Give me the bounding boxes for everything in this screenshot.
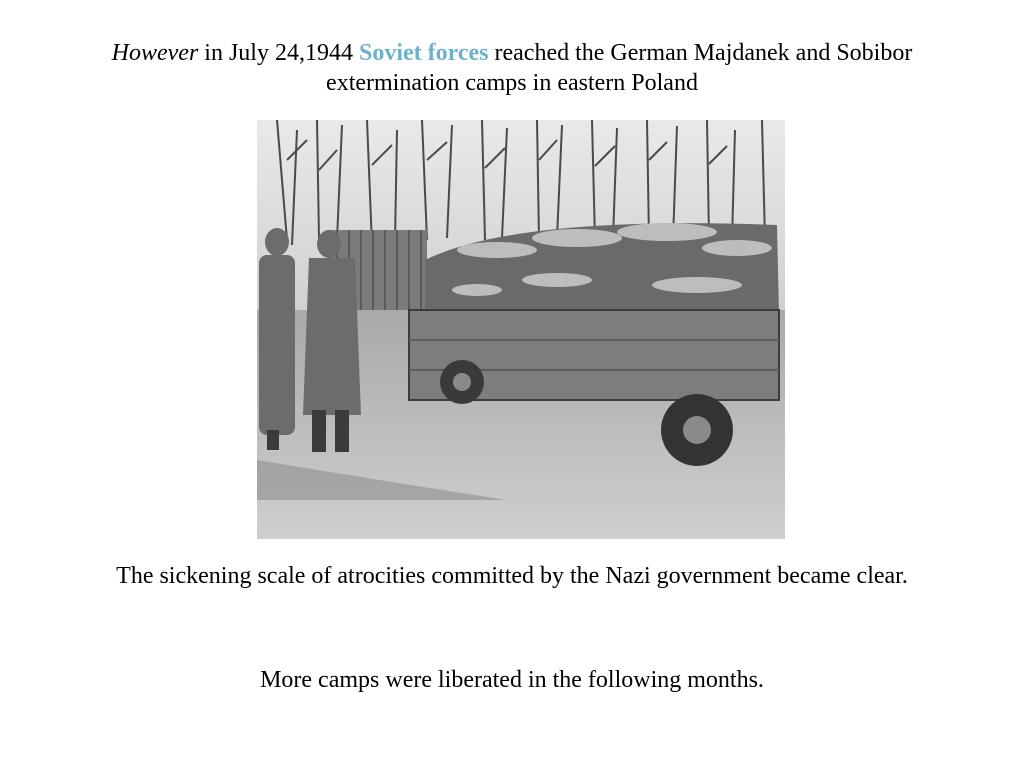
slide-title xyxy=(60,38,964,98)
historical-photo xyxy=(257,120,785,539)
title-emphasis: However xyxy=(111,40,199,66)
paragraph-liberation: More camps were liberated in the following months. xyxy=(260,667,764,693)
photo-illustration xyxy=(257,120,785,539)
title-rest-text: reached the German Majdanek and Sobibor extermination camps in eastern Poland xyxy=(326,40,913,96)
title-accent-text: Soviet forces xyxy=(358,40,489,66)
title-date-text: in July 24,1944 xyxy=(198,40,359,66)
paragraph-atrocities: The sickening scale of atrocities committed by the Nazi government became clear. xyxy=(116,563,908,589)
